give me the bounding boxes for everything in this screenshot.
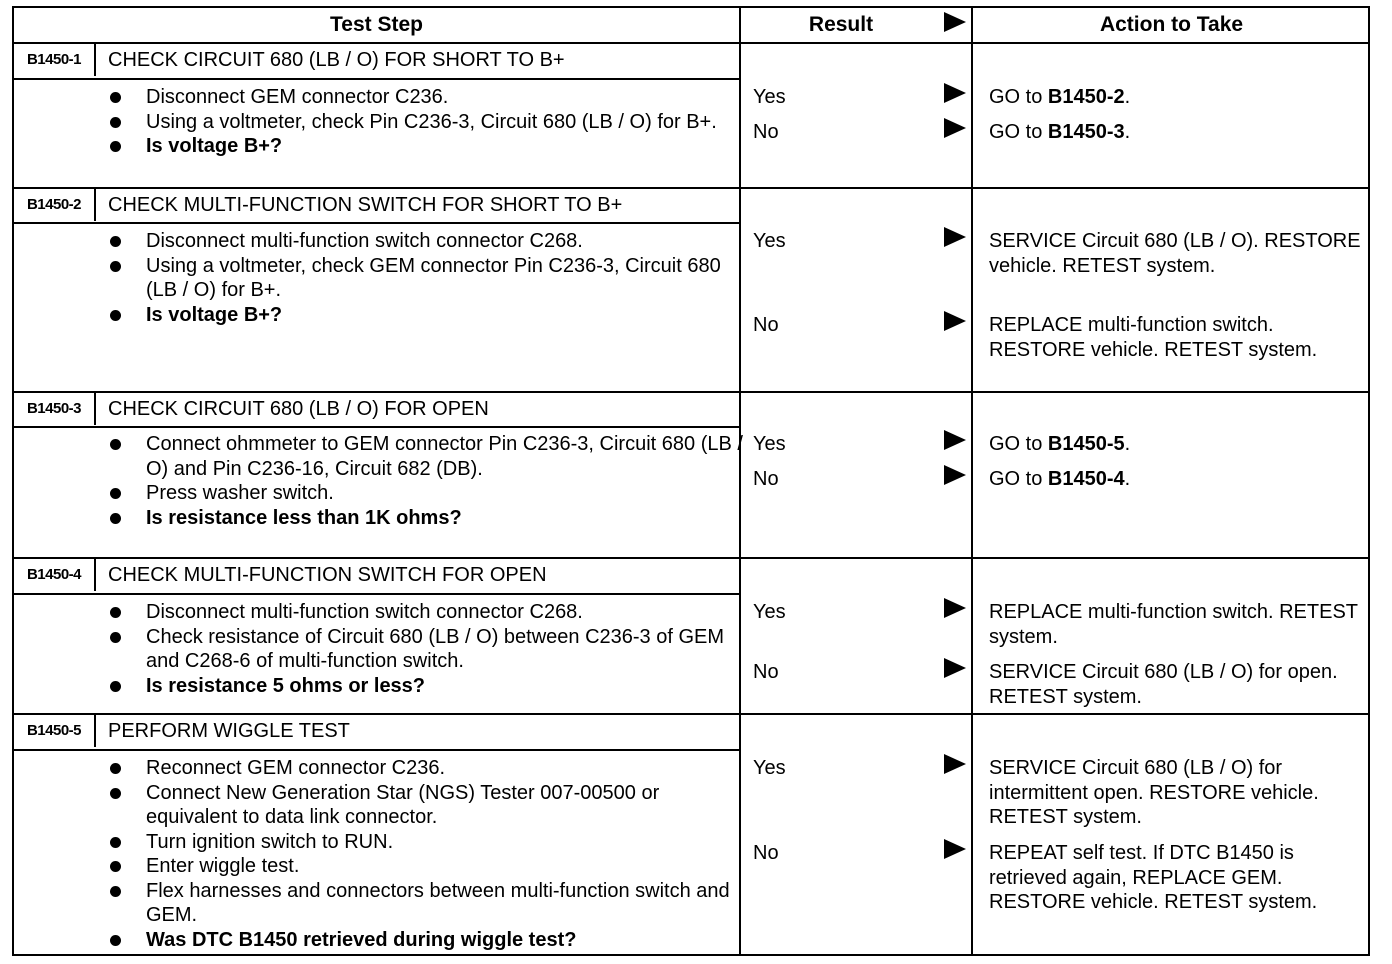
- action-yes: GO to B1450-5.: [989, 433, 1131, 455]
- result-no: No: [753, 842, 779, 864]
- step-bullets: [104, 600, 744, 698]
- result-yes: Yes: [753, 757, 786, 779]
- arrow-icon: [944, 754, 966, 774]
- action-no: SERVICE Circuit 680 (LB / O) for open. RETEST system.: [989, 661, 1338, 708]
- step-bullet: Connect ohmmeter to GEM connector Pin C236-3, Circuit 680 (LB / O) and Pin C236-16, Circuit 682 (DB).: [104, 432, 744, 481]
- step-question: Is resistance 5 ohms or less?: [104, 674, 744, 699]
- bullet-icon: [110, 513, 121, 524]
- step-bullet: Flex harnesses and connectors between multi-function switch and GEM.: [104, 879, 744, 928]
- step-bullets: [104, 229, 744, 327]
- step-bullet: Press washer switch.: [104, 481, 744, 506]
- arrow-icon: [944, 430, 966, 450]
- step-title-divider: [14, 749, 739, 751]
- bullet-icon: [110, 310, 121, 321]
- arrow-icon: [944, 598, 966, 618]
- bullet-icon: [110, 788, 121, 799]
- bullet-icon: [110, 117, 121, 128]
- header-arrow-icon: [944, 12, 966, 32]
- step-title-divider: [14, 222, 739, 224]
- action-no: REPLACE multi-function switch. RESTORE vehicle. RETEST system.: [989, 314, 1318, 361]
- arrow-icon: [944, 118, 966, 138]
- step-bullet: Connect New Generation Star (NGS) Tester 007-00500 or equivalent to data link connector.: [104, 781, 744, 830]
- step-question: Was DTC B1450 retrieved during wiggle test?: [104, 928, 744, 953]
- step-title: PERFORM WIGGLE TEST: [108, 720, 350, 742]
- arrow-icon: [944, 311, 966, 331]
- step-bullet: Using a voltmeter, check Pin C236-3, Circuit 680 (LB / O) for B+.: [104, 110, 744, 135]
- result-yes: Yes: [753, 230, 786, 252]
- step-title: CHECK MULTI-FUNCTION SWITCH FOR OPEN: [108, 564, 547, 586]
- step-title-divider: [14, 78, 739, 80]
- step-bullet: Check resistance of Circuit 680 (LB / O) between C236-3 of GEM and C268-6 of multi-function switch.: [104, 625, 744, 674]
- bullet-icon: [110, 92, 121, 103]
- step-bullets: [104, 756, 744, 952]
- result-no: No: [753, 468, 779, 490]
- step-bullet: Reconnect GEM connector C236.: [104, 756, 744, 781]
- step-bullet: Using a voltmeter, check GEM connector Pin C236-3, Circuit 680 (LB / O) for B+.: [104, 254, 744, 303]
- header-test-step: Test Step: [330, 13, 423, 36]
- step-id: B1450-2: [14, 189, 96, 221]
- bullet-icon: [110, 763, 121, 774]
- result-yes: Yes: [753, 433, 786, 455]
- step-title-divider: [14, 426, 739, 428]
- arrow-icon: [944, 465, 966, 485]
- step-bullets: [104, 432, 744, 530]
- header-action: Action to Take: [1099, 13, 1244, 36]
- column-divider-action: [971, 8, 973, 954]
- action-yes: SERVICE Circuit 680 (LB / O) for intermittent open. RESTORE vehicle. RETEST system.: [989, 757, 1319, 828]
- bullet-icon: [110, 886, 121, 897]
- step-bullet: Disconnect GEM connector C236.: [104, 85, 744, 110]
- step-bullet: Disconnect multi-function switch connector C268.: [104, 600, 744, 625]
- result-no: No: [753, 661, 779, 683]
- step-title: CHECK MULTI-FUNCTION SWITCH FOR SHORT TO B+: [108, 194, 623, 216]
- arrow-icon: [944, 839, 966, 859]
- arrow-icon: [944, 658, 966, 678]
- step-question: Is resistance less than 1K ohms?: [104, 506, 744, 531]
- header-result: Result: [808, 13, 874, 36]
- diagnostic-chart: [12, 6, 1370, 956]
- result-yes: Yes: [753, 601, 786, 623]
- result-no: No: [753, 121, 779, 143]
- bullet-icon: [110, 141, 121, 152]
- step-title-divider: [14, 593, 739, 595]
- arrow-icon: [944, 83, 966, 103]
- step-id: B1450-4: [14, 559, 96, 591]
- step-id: B1450-1: [14, 44, 96, 76]
- bullet-icon: [110, 488, 121, 499]
- action-no: GO to B1450-4.: [989, 468, 1131, 490]
- step-id: B1450-5: [14, 715, 96, 747]
- action-yes: GO to B1450-2.: [989, 86, 1131, 108]
- bullet-icon: [110, 837, 121, 848]
- bullet-icon: [110, 261, 121, 272]
- bullet-icon: [110, 935, 121, 946]
- step-title: CHECK CIRCUIT 680 (LB / O) FOR OPEN: [108, 398, 489, 420]
- action-yes: SERVICE Circuit 680 (LB / O). RESTORE vehicle. RETEST system.: [989, 230, 1361, 277]
- bullet-icon: [110, 632, 121, 643]
- bullet-icon: [110, 607, 121, 618]
- result-no: No: [753, 314, 779, 336]
- step-bullet: Enter wiggle test.: [104, 854, 744, 879]
- action-no: GO to B1450-3.: [989, 121, 1131, 143]
- result-yes: Yes: [753, 86, 786, 108]
- step-id: B1450-3: [14, 393, 96, 425]
- bullet-icon: [110, 439, 121, 450]
- step-bullet: Turn ignition switch to RUN.: [104, 830, 744, 855]
- step-question: Is voltage B+?: [104, 134, 744, 159]
- step-title: CHECK CIRCUIT 680 (LB / O) FOR SHORT TO B+: [108, 49, 565, 71]
- action-yes: REPLACE multi-function switch. RETEST system.: [989, 601, 1358, 648]
- action-no: REPEAT self test. If DTC B1450 is retrieved again, REPLACE GEM. RESTORE vehicle. RETEST system.: [989, 842, 1318, 913]
- bullet-icon: [110, 681, 121, 692]
- step-bullets: [104, 85, 744, 159]
- step-bullet: Disconnect multi-function switch connector C268.: [104, 229, 744, 254]
- bullet-icon: [110, 861, 121, 872]
- step-question: Is voltage B+?: [104, 303, 744, 328]
- arrow-icon: [944, 227, 966, 247]
- bullet-icon: [110, 236, 121, 247]
